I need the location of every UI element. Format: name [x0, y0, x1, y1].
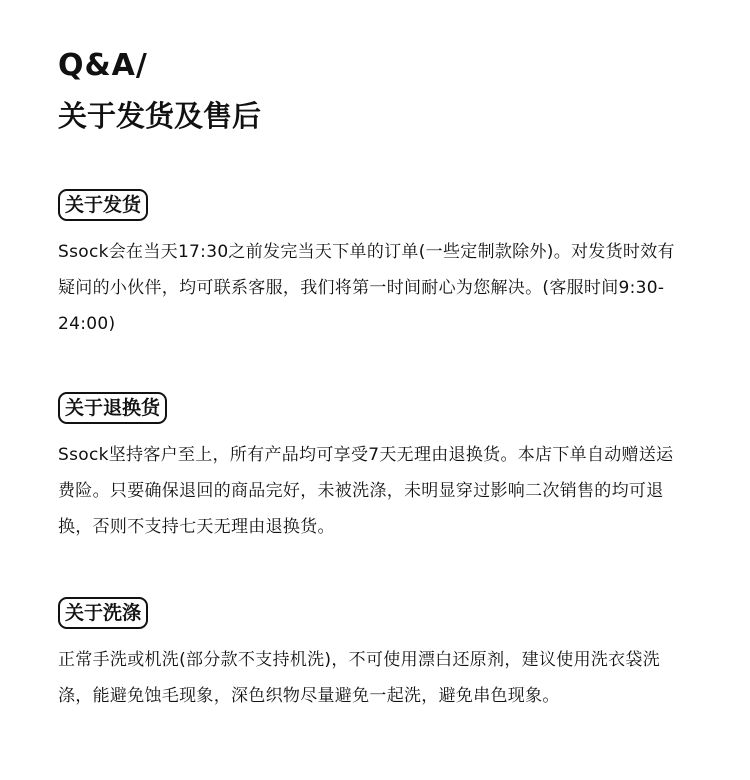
section-text-exchange: Ssock坚持客户至上，所有产品均可享受7天无理由退换货。本店下单自动赠送运费险。只要确保退回的商品完好，未被洗涤，未明显穿过影响二次销售的均可退换，否则不支持七天无理由退换货。 [58, 445, 674, 537]
qa-label: Q&A/ [58, 48, 148, 83]
section-exchange [58, 392, 698, 545]
section-shipping [58, 189, 698, 342]
section-text-washing: 正常手洗或机洗(部分款不支持机洗)，不可使用漂白还原剂，建议使用洗衣袋洗涤，能避免蚀毛现象，深色织物尽量避免一起洗，避免串色现象。 [58, 650, 661, 706]
section-text-shipping: Ssock会在当天17:30之前发完当天下单的订单(一些定制款除外)。对发货时效有疑问的小伙伴，均可联系客服，我们将第一时间耐心为您解决。(客服时间9:30-24:00) [58, 242, 675, 334]
page-title: 关于发货及售后 [58, 99, 262, 133]
section-washing [58, 597, 698, 714]
section-tag-exchange: 关于退换货 [58, 392, 167, 424]
page-header [58, 44, 261, 138]
section-tag-shipping: 关于发货 [58, 189, 148, 221]
section-tag-washing: 关于洗涤 [58, 597, 148, 629]
